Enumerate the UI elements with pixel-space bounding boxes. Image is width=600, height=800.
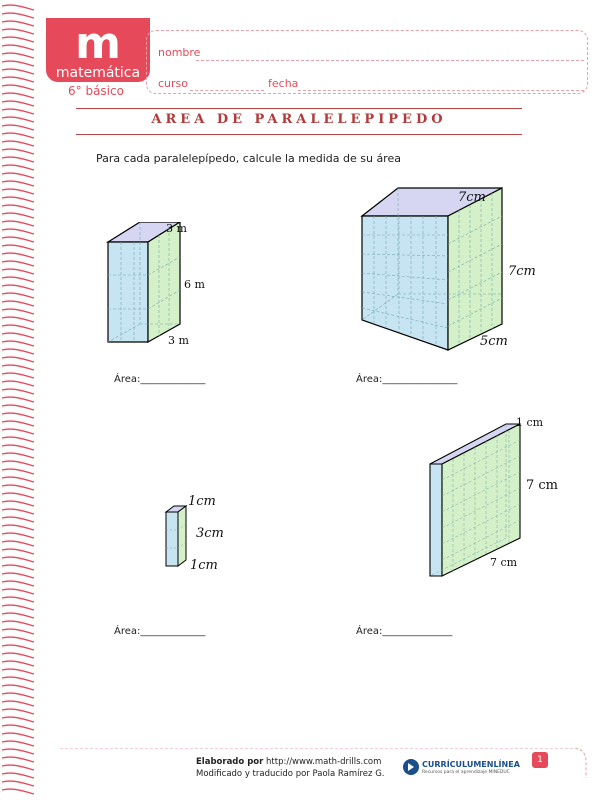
spiral-loop [2, 21, 34, 26]
footer-credit [196, 756, 385, 780]
prism-figure-2 [358, 184, 508, 354]
spiral-loop [2, 61, 34, 66]
spiral-loop [2, 149, 34, 154]
fig2-area-answer[interactable]: Área:_______________ [356, 374, 458, 385]
spiral-loop [2, 309, 34, 314]
spiral-loop [2, 13, 34, 18]
spiral-loop [2, 357, 34, 362]
curriculum-logo-text: CURRÍCULUMENLÍNEA [422, 760, 520, 769]
spiral-loop [2, 437, 34, 442]
title-rule-top [76, 108, 522, 109]
spiral-loop [2, 213, 34, 218]
spiral-loop [2, 701, 34, 706]
date-line[interactable] [298, 90, 584, 91]
course-line[interactable] [190, 90, 264, 91]
brand-letter: m [75, 18, 121, 69]
spiral-loop [2, 157, 34, 162]
date-label: fecha [268, 77, 299, 90]
spiral-loop [2, 741, 34, 746]
spiral-loop [2, 661, 34, 666]
spiral-loop [2, 109, 34, 114]
fig1-bottom-label: 3 m [168, 334, 189, 347]
spiral-loop [2, 605, 34, 610]
spiral-loop [2, 693, 34, 698]
spiral-loop [2, 621, 34, 626]
spiral-loop [2, 509, 34, 514]
spiral-loop [2, 53, 34, 58]
spiral-loop [2, 189, 34, 194]
spiral-loop [2, 725, 34, 730]
spiral-loop [2, 85, 34, 90]
spiral-loop [2, 141, 34, 146]
fig4-side-label: 7 cm [526, 478, 559, 493]
spiral-loop [2, 637, 34, 642]
spiral-loop [2, 677, 34, 682]
spiral-loop [2, 485, 34, 490]
spiral-loop [2, 173, 34, 178]
spiral-loop [2, 525, 34, 530]
spiral-loop [2, 589, 34, 594]
credit-url[interactable]: http://www.math-drills.com [263, 757, 382, 767]
spiral-loop [2, 517, 34, 522]
page-number: 1 [532, 752, 548, 768]
spiral-loop [2, 285, 34, 290]
student-info-box [146, 30, 588, 94]
spiral-loop [2, 597, 34, 602]
spiral-loop [2, 101, 34, 106]
spiral-loop [2, 533, 34, 538]
spiral-loop [2, 541, 34, 546]
curriculum-logo-subtext: Recursos para el aprendizaje MINEDUC [422, 770, 510, 775]
spiral-loop [2, 125, 34, 130]
spiral-loop [2, 277, 34, 282]
spiral-loop [2, 197, 34, 202]
spiral-loop [2, 469, 34, 474]
spiral-loop [2, 117, 34, 122]
fig3-area-answer[interactable]: Área:_____________ [114, 626, 206, 637]
spiral-loop [2, 389, 34, 394]
spiral-loop [2, 165, 34, 170]
spiral-loop [2, 237, 34, 242]
spiral-loop [2, 349, 34, 354]
spiral-loop [2, 229, 34, 234]
spiral-loop [2, 501, 34, 506]
spiral-loop [2, 461, 34, 466]
spiral-loop [2, 709, 34, 714]
spiral-loop [2, 445, 34, 450]
fig3-bottom-label: 1cm [190, 558, 218, 573]
spiral-loop [2, 29, 34, 34]
spiral-loop [2, 429, 34, 434]
spiral-loop [2, 557, 34, 562]
spiral-loop [2, 205, 34, 210]
spiral-loop [2, 269, 34, 274]
course-label: curso [158, 77, 189, 90]
spiral-loop [2, 629, 34, 634]
fig2-bottom-label: 5cm [480, 334, 508, 349]
spiral-loop [2, 181, 34, 186]
fig2-top-label: 7cm [458, 190, 486, 205]
spiral-loop [2, 293, 34, 298]
fig1-side-label: 6 m [184, 278, 205, 291]
spiral-loop [2, 413, 34, 418]
spiral-loop [2, 317, 34, 322]
spiral-loop [2, 733, 34, 738]
spiral-loop [2, 333, 34, 338]
spiral-loop [2, 685, 34, 690]
spiral-loop [2, 93, 34, 98]
spiral-loop [2, 581, 34, 586]
grade-label: 6° básico [68, 84, 124, 98]
brand-logo [46, 18, 150, 82]
spiral-loop [2, 397, 34, 402]
page-title: AREA DE PARALELEPIPEDO [151, 112, 447, 127]
spiral-loop [2, 381, 34, 386]
fig3-top-label: 1cm [188, 494, 216, 509]
fig4-bottom-label: 7 cm [490, 556, 518, 569]
spiral-loop [2, 245, 34, 250]
spiral-loop [2, 453, 34, 458]
instruction-text: Para cada paralelepípedo, calcule la medida de su área [96, 152, 401, 165]
spiral-loop [2, 221, 34, 226]
fig4-top-label: 1 cm [516, 416, 544, 429]
spiral-loop [2, 5, 34, 10]
spiral-loop [2, 301, 34, 306]
curriculum-logo-icon [402, 758, 420, 776]
spiral-loop [2, 405, 34, 410]
spiral-loop [2, 261, 34, 266]
brand-word: matemática [55, 65, 141, 81]
fig2-side-label: 7cm [508, 264, 536, 279]
spiral-binding [0, 0, 40, 800]
fig3-side-label: 3cm [196, 526, 224, 541]
spiral-loop [2, 477, 34, 482]
spiral-loop [2, 325, 34, 330]
curriculum-logo [402, 758, 520, 780]
spiral-loop [2, 653, 34, 658]
spiral-loop [2, 77, 34, 82]
spiral-loop [2, 341, 34, 346]
spiral-loop [2, 37, 34, 42]
credit-author-label: Elaborado por [196, 757, 264, 767]
spiral-loop [2, 373, 34, 378]
name-label: nombre [158, 46, 201, 59]
fig4-area-answer[interactable]: Área:______________ [356, 626, 453, 637]
spiral-loop [2, 669, 34, 674]
spiral-loop [2, 421, 34, 426]
credit-translator: Modificado y traducido por Paola Ramírez G. [196, 769, 385, 779]
prism-figure-3 [162, 504, 192, 570]
title-rule-bottom [76, 134, 522, 135]
spiral-loop [2, 573, 34, 578]
fig1-area-answer[interactable]: Área:_____________ [114, 374, 206, 385]
spiral-loop [2, 69, 34, 74]
spiral-loop [2, 549, 34, 554]
spiral-loop [2, 645, 34, 650]
spiral-loop [2, 493, 34, 498]
name-line[interactable] [196, 60, 584, 61]
spiral-loop [2, 717, 34, 722]
spiral-loop [2, 253, 34, 258]
spiral-loop [2, 565, 34, 570]
spiral-loop [2, 613, 34, 618]
prism-figure-1 [100, 222, 190, 352]
spiral-loop [2, 365, 34, 370]
fig1-top-label: 3 m [166, 222, 187, 235]
spiral-loop [2, 45, 34, 50]
spiral-loop [2, 133, 34, 138]
